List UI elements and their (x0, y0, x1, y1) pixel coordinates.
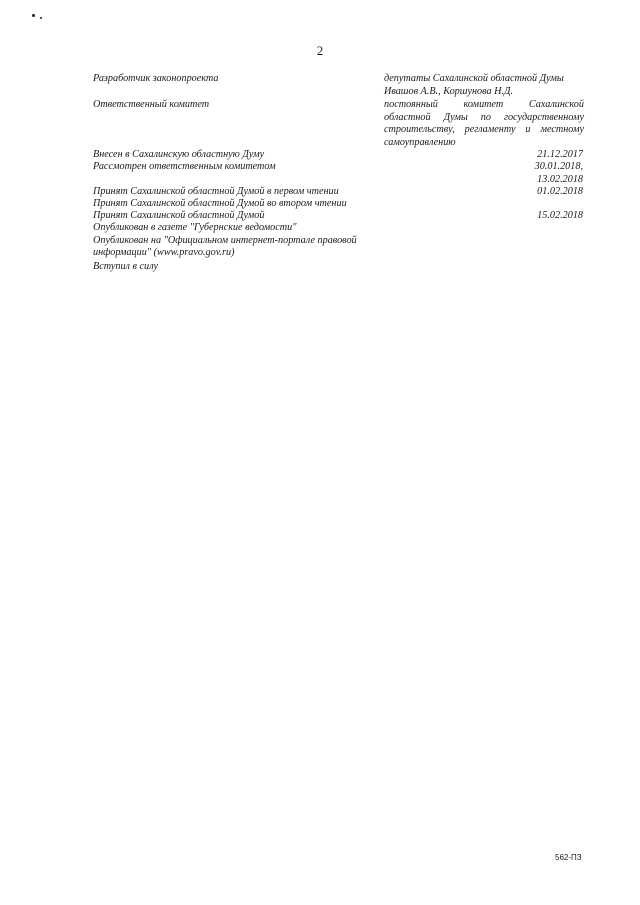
developer-value-line2: Ивашов А.В., Коршунова Н.Д. (384, 85, 514, 97)
second-reading-label: Принят Сахалинской областной Думой во втором чтении (93, 198, 347, 209)
developer-label: Разработчик законопроекта (93, 73, 219, 84)
committee-label: Ответственный комитет (93, 99, 210, 110)
committee-value: постоянный комитет Сахалинской областной Думы по государственному строительству, регламенту и местному самоуправлению (384, 99, 584, 148)
published-gazette-label: Опубликован в газете "Губернские ведомости" (93, 222, 297, 233)
first-reading-date: 01.02.2018 (537, 186, 583, 197)
page-number: 2 (316, 43, 324, 58)
in-force-label: Вступил в силу (93, 261, 158, 272)
first-reading-label: Принят Сахалинской областной Думой в первом чтении (93, 186, 339, 197)
introduced-date: 21.12.2017 (537, 149, 583, 160)
reviewed-date-2: 13.02.2018 (537, 174, 583, 185)
developer-value-line1: депутаты Сахалинской областной Думы (384, 73, 564, 84)
developer-value (384, 73, 584, 98)
document-code: 562-ПЗ (555, 853, 582, 862)
published-portal-label-line1: Опубликован на "Официальном интернет-портале правовой (93, 235, 357, 246)
adopted-label: Принят Сахалинской областной Думой (93, 210, 265, 221)
adopted-date: 15.02.2018 (537, 210, 583, 221)
reviewed-date-1: 30.01.2018, (534, 161, 583, 172)
published-portal-label-line2: информации" (www.pravo.gov.ru) (93, 247, 235, 258)
reviewed-label: Рассмотрен ответственным комитетом (93, 161, 276, 172)
introduced-label: Внесен в Сахалинскую областную Думу (93, 149, 265, 160)
scan-speck (40, 17, 42, 19)
scan-speck (32, 14, 35, 17)
